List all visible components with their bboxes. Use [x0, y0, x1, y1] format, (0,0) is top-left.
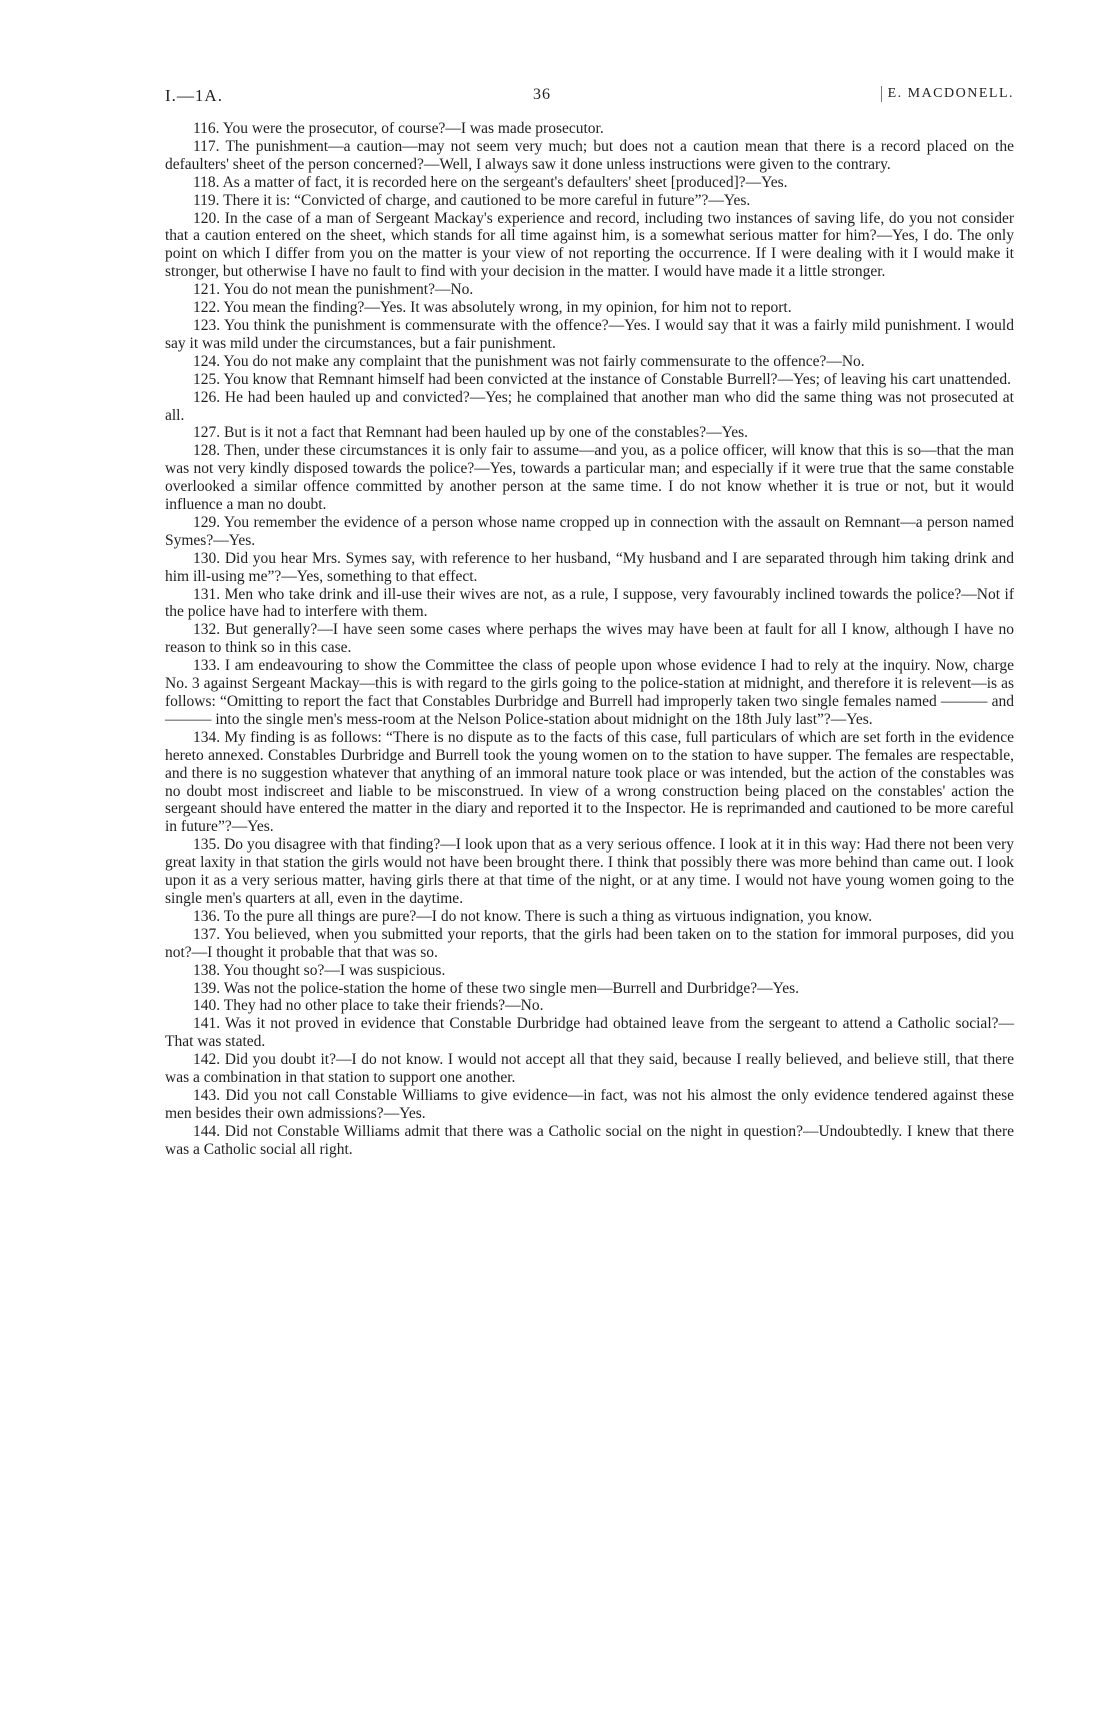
- question-135: 135. Do you disagree with that finding?—I look upon that as a very serious offence. I look at it in this way: Had there not been very great laxity in that station the girls would not have been brought there. I think that possibly there was more behind than came out. I look upon it as a very serious matter, having girls there at that time of the night, or at any time. I would not have young women going to the single men's quarters at all, even in the daytime.: [165, 836, 1014, 907]
- question-137: 137. You believed, when you submitted your reports, that the girls had been taken on to the station for immoral purposes, did you not?—I thought it probable that that was so.: [165, 925, 1014, 961]
- question-120: 120. In the case of a man of Sergeant Mackay's experience and record, including two instances of saving life, do you not consider that a caution entered on the sheet, which stands for all time against him, is a somewhat serious matter for him?—Yes, I do. The only point on which I differ from you on the matter is your view of not reporting the occurrence. If I were dealing with it I would make it stronger, but otherwise I have no fault to find with your decision in the matter. I would have made it a little stronger.: [165, 209, 1014, 281]
- question-136: 136. To the pure all things are pure?—I do not know. There is such a thing as virtuous indignation, you know.: [193, 907, 873, 925]
- question-129: 129. You remember the evidence of a person whose name cropped up in connection with the assault on Remnant—a person named Symes?—Yes.: [165, 513, 1014, 549]
- question-125: 125. You know that Remnant himself had been convicted at the instance of Constable Burrell?—Yes; of leaving his cart unattended.: [193, 370, 1012, 388]
- question-142: 142. Did you doubt it?—I do not know. I would not accept all that they said, because I really believed, and believe still, that there was a combination in that station to support one another.: [165, 1051, 1014, 1087]
- witness-name: E. MACDONELL.: [881, 86, 1014, 102]
- question-123: 123. You think the punishment is commensurate with the offence?—Yes. I would say that it was a fairly mild punishment. I would say it was mild under the circumstances, but a fair punishment.: [165, 316, 1014, 352]
- page-number: 36: [533, 86, 551, 103]
- question-138: 138. You thought so?—I was suspicious.: [193, 961, 446, 979]
- question-122: 122. You mean the finding?—Yes. It was absolutely wrong, in my opinion, for him not to report.: [193, 299, 792, 317]
- question-134: 134. My finding is as follows: “There is no dispute as to the facts of this case, full particulars of which are set forth in the evidence hereto annexed. Constables Durbridge and Burrell took the young women on to the station to have supper. The females are respectable, and there is no suggestion whatever that anything of an immoral nature took place or was intended, but the action of the constables was no doubt most indiscreet and liable to be misconstrued. In view of a wrong construction being placed on the constables' action the sergeant should have entered the matter in the diary and reported it to the Inspector. He is reprimanded and cautioned to be more careful in future”?—Yes.: [165, 728, 1014, 836]
- question-141: 141. Was it not proved in evidence that Constable Durbridge had obtained leave from the sergeant to attend a Catholic social?—That was stated.: [165, 1015, 1014, 1051]
- question-126: 126. He had been hauled up and convicted?—Yes; he complained that another man who did the same thing was not prosecuted at all.: [165, 388, 1014, 424]
- page-header: [165, 86, 1014, 120]
- question-119: 119. There it is: “Convicted of charge, and cautioned to be more careful in future”?—Yes.: [193, 191, 751, 209]
- question-144: 144. Did not Constable Williams admit that there was a Catholic social on the night in question?—Undoubtedly. I knew that there was a Catholic social all right.: [165, 1122, 1014, 1158]
- question-128: 128. Then, under these circumstances it is only fair to assume—and you, as a police officer, will know that this is so—that the man was not very kindly disposed towards the police?—Yes, towards a particular man; and especially if it were true that the same constable overlooked a similar offence committed by another person at the same time. I do not know whether it is true or not, but it would influence a man no doubt.: [165, 442, 1014, 514]
- question-117: 117. The punishment—a caution—may not seem very much; but does not a caution mean that there is a record placed on the defaulters' sheet of the person concerned?—Well, I always saw it done unless instructions were given to the contrary.: [165, 137, 1014, 173]
- document-reference: I.—1A.: [165, 86, 223, 105]
- question-132: 132. But generally?—I have seen some cases where perhaps the wives may have been at fault for all I know, although I have no reason to think so in this case.: [165, 621, 1014, 657]
- question-131: 131. Men who take drink and ill-use their wives are not, as a rule, I suppose, very favourably inclined towards the police?—Not if the police have had to interfere with them.: [165, 585, 1014, 621]
- question-143: 143. Did you not call Constable Williams to give evidence—in fact, was not his almost the only evidence tendered against these men besides their own admissions?—Yes.: [165, 1086, 1014, 1122]
- question-116: 116. You were the prosecutor, of course?—I was made prosecutor.: [193, 120, 604, 137]
- question-139: 139. Was not the police-station the home of these two single men—Burrell and Durbridge?—Yes.: [193, 979, 800, 997]
- question-130: 130. Did you hear Mrs. Symes say, with reference to her husband, “My husband and I are separated through him taking drink and him ill-using me”?—Yes, something to that effect.: [165, 549, 1014, 585]
- transcript-body: [165, 120, 1014, 1159]
- question-140: 140. They had no other place to take their friends?—No.: [193, 997, 544, 1015]
- question-133: 133. I am endeavouring to show the Committee the class of people upon whose evidence I had to rely at the inquiry. Now, charge No. 3 against Sergeant Mackay—this is with regard to the girls going to the police-station at midnight, and therefore it is relevent—is as follows: “Omitting to report the fact that Constables Durbridge and Burrell had improperly taken two single females named ——— and ——— into the single men's mess-room at the Nelson Police-station about midnight on the 18th July last”?—Yes.: [165, 657, 1014, 728]
- question-124: 124. You do not make any complaint that the punishment was not fairly commensurate to the offence?—No.: [193, 352, 865, 370]
- question-121: 121. You do not mean the punishment?—No.: [193, 281, 474, 299]
- question-127: 127. But is it not a fact that Remnant had been hauled up by one of the constables?—Yes.: [193, 424, 749, 442]
- question-118: 118. As a matter of fact, it is recorded here on the sergeant's defaulters' sheet [produced]?—Yes.: [193, 173, 788, 191]
